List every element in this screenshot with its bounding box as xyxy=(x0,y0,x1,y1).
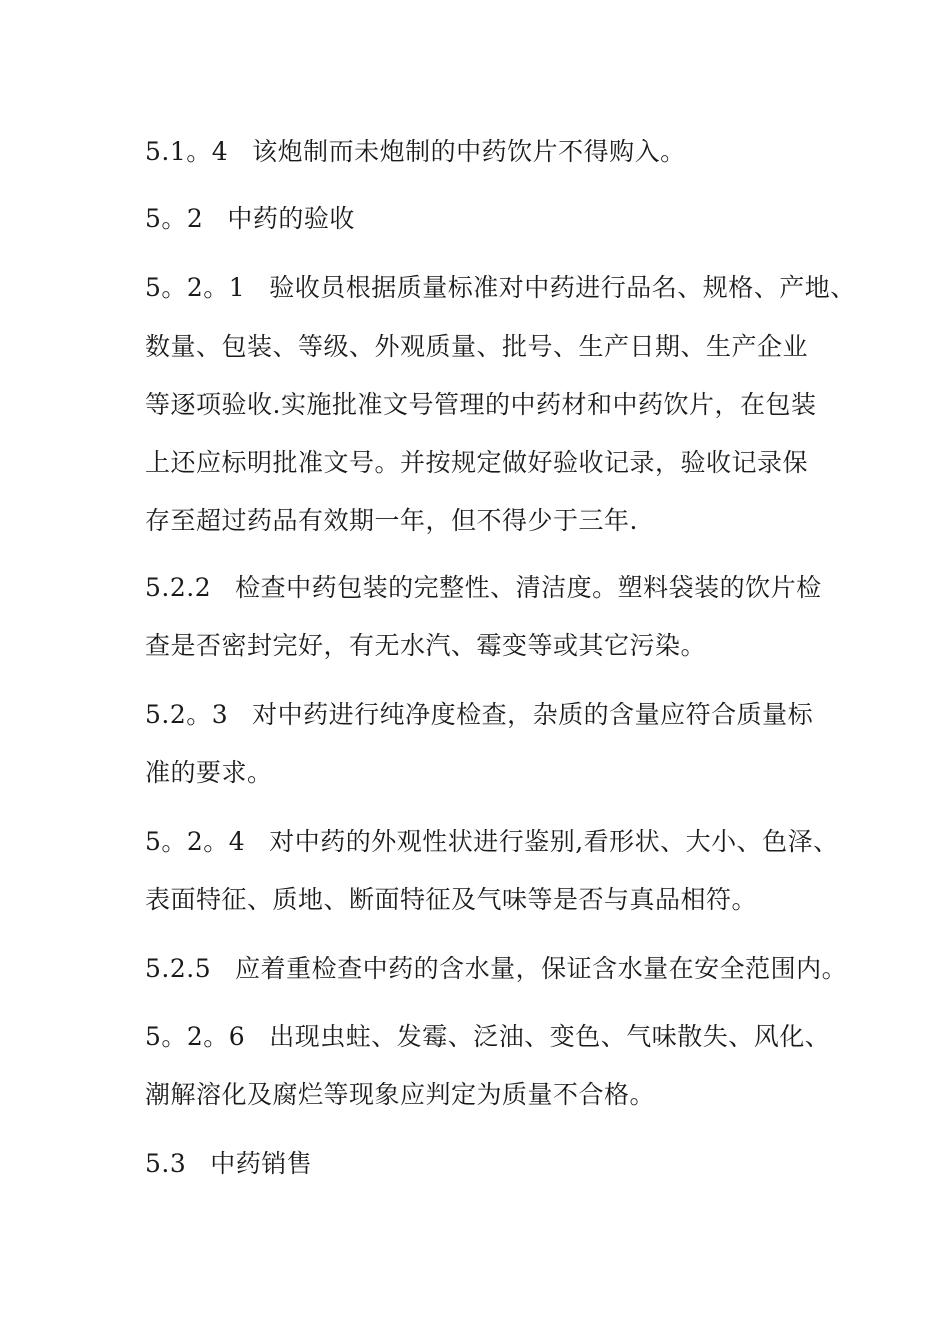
paragraph-line xyxy=(145,1079,865,1111)
section-number: 5。2 xyxy=(145,204,204,233)
paragraph-text: 应着重检查中药的含水量，保证含水量在安全范围内。 xyxy=(235,954,848,983)
paragraph-5-1-4 xyxy=(145,136,865,168)
paragraph-text: 对中药进行纯净度检查，杂质的含量应符合质量标 xyxy=(252,700,814,729)
paragraph-text: 潮解溶化及腐烂等现象应判定为质量不合格。 xyxy=(145,1080,656,1109)
section-number: 5.2。3 xyxy=(145,700,229,729)
paragraph-text: 准的要求。 xyxy=(145,758,273,787)
paragraph-line xyxy=(145,505,865,537)
section-number: 5.2.2 xyxy=(145,573,212,602)
paragraph-line xyxy=(145,331,865,363)
section-number: 5。2。1 xyxy=(145,273,246,302)
heading-text: 中药销售 xyxy=(210,1149,313,1178)
paragraph-line xyxy=(145,757,865,789)
paragraph-5-2-4 xyxy=(145,826,865,858)
paragraph-text: 数量、包装、等级、外观质量、批号、生产日期、生产企业 xyxy=(145,332,809,361)
paragraph-line xyxy=(145,447,865,479)
paragraph-text: 查是否密封完好，有无水汽、霉变等或其它污染。 xyxy=(145,631,707,660)
paragraph-text: 验收员根据质量标准对中药进行品名、规格、产地、 xyxy=(269,273,856,302)
paragraph-text: 上还应标明批准文号。并按规定做好验收记录，验收记录保 xyxy=(145,448,809,477)
paragraph-text: 存至超过药品有效期一年，但不得少于三年. xyxy=(145,506,638,535)
section-number: 5。2。4 xyxy=(145,827,246,856)
heading-text: 中药的验收 xyxy=(227,204,355,233)
section-number: 5.2.5 xyxy=(145,954,212,983)
paragraph-line xyxy=(145,884,865,916)
heading-5-2 xyxy=(145,203,865,235)
heading-5-3 xyxy=(145,1148,865,1180)
paragraph-text: 出现虫蛀、发霉、泛油、变色、气味散失、风化、 xyxy=(269,1022,831,1051)
paragraph-5-2-6 xyxy=(145,1021,865,1053)
paragraph-5-2-3 xyxy=(145,699,865,731)
paragraph-5-2-5 xyxy=(145,953,865,985)
paragraph-text: 检查中药包装的完整性、清洁度。塑料袋装的饮片检 xyxy=(235,573,822,602)
paragraph-5-2-2 xyxy=(145,572,865,604)
paragraph-text: 对中药的外观性状进行鉴别,看形状、大小、色泽、 xyxy=(269,827,839,856)
paragraph-5-2-1 xyxy=(145,272,865,304)
paragraph-text: 等逐项验收.实施批准文号管理的中药材和中药饮片，在包装 xyxy=(145,390,817,419)
section-number: 5。2。6 xyxy=(145,1022,246,1051)
paragraph-line xyxy=(145,630,865,662)
paragraph-line xyxy=(145,389,865,421)
paragraph-text: 表面特征、质地、断面特征及气味等是否与真品相符。 xyxy=(145,885,758,914)
paragraph-text: 该炮制而未炮制的中药饮片不得购入。 xyxy=(252,137,686,166)
section-number: 5.3 xyxy=(145,1149,187,1178)
section-number: 5.1。4 xyxy=(145,137,229,166)
